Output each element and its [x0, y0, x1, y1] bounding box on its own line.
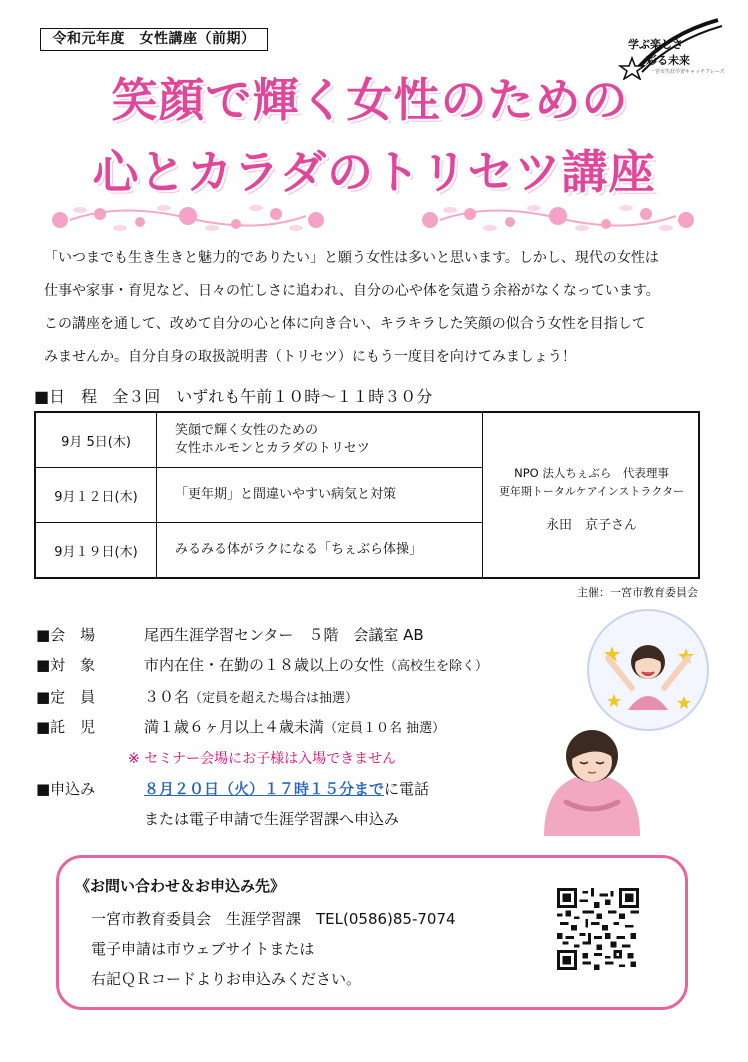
capacity-note: （定員を超えた場合は抽選）: [189, 691, 359, 706]
capacity-label: ■定 員: [36, 688, 96, 706]
schedule-heading: [34, 384, 442, 407]
session-topic: [156, 413, 482, 467]
intro-line: みませんか。自分自身の取扱説明書（トリセツ）にもう一度目を向けてみましょう！: [44, 349, 576, 365]
instructor-org: NPO 法人ちぇぶら 代表理事: [514, 466, 669, 480]
logo-line1: 学ぶ楽しさ: [628, 38, 683, 51]
target-value: 市内在住・在勤の１８歳以上の女性: [144, 656, 385, 674]
schedule-table: [34, 411, 700, 579]
venue-label: ■会 場: [36, 626, 96, 644]
intro-paragraph: [44, 242, 714, 374]
session-date: 9月１２日(木): [54, 489, 138, 505]
apply-deadline: ８月２０日（火）１７時１５分まで: [144, 780, 385, 798]
apply-suffix: に電話: [384, 780, 430, 798]
table-row: [36, 413, 482, 468]
target-label: ■対 象: [36, 656, 96, 674]
session-topic-line: 女性ホルモンとカラダのトリセツ: [175, 441, 370, 456]
capacity-row: [36, 686, 358, 707]
page-title-line1: 笑顔で輝く女性のための: [111, 73, 629, 127]
session-date: 9月１９日(木): [54, 544, 138, 560]
session-topic-line: みるみる体がラクになる「ちぇぶら体操」: [175, 542, 423, 557]
childcare-value: 満１歳６ヶ月以上４歳未満: [144, 718, 325, 736]
intro-line: 仕事や家事・育児など、日々の忙しさに追われ、自分の心や体を気遣う余裕がなくなっています。: [44, 283, 660, 299]
session-topic: [156, 523, 482, 577]
logo-line3: 一宮市生涯学習キャッチフレーズ: [650, 69, 725, 75]
apply-row: [36, 778, 429, 799]
course-badge: 令和元年度 女性講座（前期）: [40, 28, 268, 51]
instructor-cell: [482, 413, 700, 577]
childcare-label: ■託 児: [36, 718, 96, 736]
contact-phone-line: 一宮市教育委員会 生涯学習課 TEL(0586)85-7074: [91, 910, 456, 928]
apply-label: ■申込み: [36, 780, 96, 798]
apply-line2: または電子申請で生涯学習課へ申込み: [144, 810, 400, 828]
instructor-name: 永田 京子さん: [545, 518, 637, 533]
host-organizer: 主催：一宮市教育委員会: [577, 586, 698, 599]
target-row: [36, 654, 488, 675]
flower-ornament-right: [410, 200, 706, 236]
session-topic-line: 「更年期」と間違いやすい病気と対策: [175, 487, 397, 502]
contact-qr-line: 右記ＱＲコードよりお申込みください。: [91, 970, 362, 988]
instructor-title: 更年期トータルケアインストラクター: [498, 485, 685, 498]
session-topic: [156, 468, 482, 522]
venue-row: [36, 624, 424, 645]
venue-value: 尾西生涯学習センター ５階 会議室 AB: [144, 626, 424, 644]
flower-ornament-left: [40, 200, 336, 236]
schedule-summary: 全３回 いずれも午前１０時～１１時３０分: [112, 387, 433, 406]
logo-line2: 彩る未来: [646, 54, 690, 67]
qr-code-icon[interactable]: [557, 888, 639, 970]
contact-box: [56, 855, 688, 1010]
intro-line: この講座を通して、改めて自分の心と体に向き合い、キラキラした笑顔の似合う女性を目指して: [44, 316, 646, 332]
childcare-note: （定員１０名 抽選）: [324, 721, 446, 736]
childcare-row: [36, 716, 445, 737]
target-note: （高校生を除く）: [384, 659, 489, 674]
capacity-value: ３０名: [144, 688, 190, 706]
contact-title: 《お問い合わせ＆お申込み先》: [75, 877, 286, 895]
session-topic-line: 笑顔で輝く女性のための: [175, 423, 319, 438]
intro-line: 「いつまでも生き生きと魅力的でありたい」と願う女性は多いと思います。しかし、現代の女性は: [44, 250, 659, 266]
contact-online-line: 電子申請は市ウェブサイトまたは: [91, 940, 315, 958]
page-title-line2: 心とカラダのトリセツ講座: [92, 145, 656, 199]
table-row: [36, 523, 482, 577]
table-row: [36, 468, 482, 523]
schedule-label: ■日 程: [34, 387, 98, 406]
childcare-warning: ※ セミナー会場にお子様は入場できません: [128, 751, 397, 767]
session-date: 9月 5日(木): [61, 434, 131, 450]
woman-illustration: [536, 606, 716, 836]
